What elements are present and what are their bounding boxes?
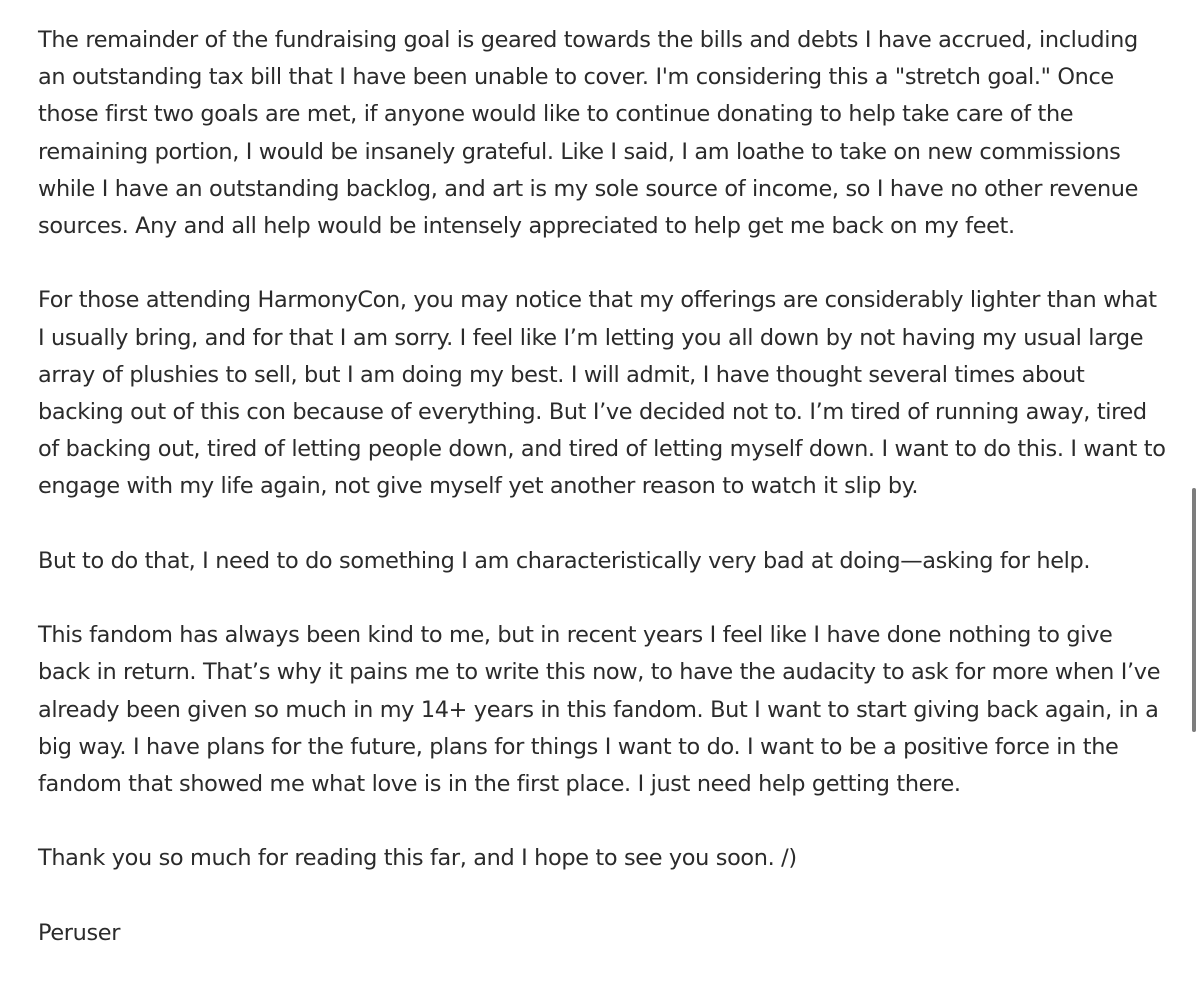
scrollbar-thumb[interactable] (1192, 488, 1196, 732)
vertical-scrollbar[interactable] (1186, 0, 1200, 979)
paragraph-thank-you: Thank you so much for reading this far, and I hope to see you soon. /) (38, 845, 797, 872)
signature: Peruser (38, 919, 121, 946)
paragraph-fundraising-goal: The remainder of the fundraising goal is geared towards the bills and debts I have accrued, including an outstanding tax bill that I have been unable to cover. I'm considering this a "stretch goal." Once those first two goals are met, if anyone would like to continue donating to help take care of the remaining portion, I would be insanely grateful. Like I said, I am loathe to take on new commissions while I have an outstanding backlog, and art is my sole source of income, so I have no other revenue sources. Any and all help would be intensely appreciated to help get me back on my feet. (38, 27, 1139, 240)
paragraph-harmonycon: For those attending HarmonyCon, you may notice that my offerings are considerably lighter than what I usually bring, and for that I am sorry. I feel like I’m letting you all down by not having my usual large array of plushies to sell, but I am doing my best. I will admit, I have thought several times about backing out of this con because of everything. But I’ve decided not to. I’m tired of running away, tired of backing out, tired of letting people down, and tired of letting myself down. I want to do this. I want to engage with my life again, not give myself yet another reason to watch it slip by. (38, 287, 1166, 500)
article-body (38, 22, 1168, 989)
paragraph-asking-for-help: But to do that, I need to do something I am characteristically very bad at doing—asking for help. (38, 547, 1091, 574)
paragraph-fandom: This fandom has always been kind to me, but in recent years I feel like I have done nothing to give back in return. That’s why it pains me to write this now, to have the audacity to ask for more when I’ve already been given so much in my 14+ years in this fandom. But I want to start giving back again, in a big way. I have plans for the future, plans for things I want to do. I want to be a positive force in the fandom that showed me what love is in the first place. I just need help getting there. (38, 622, 1161, 798)
